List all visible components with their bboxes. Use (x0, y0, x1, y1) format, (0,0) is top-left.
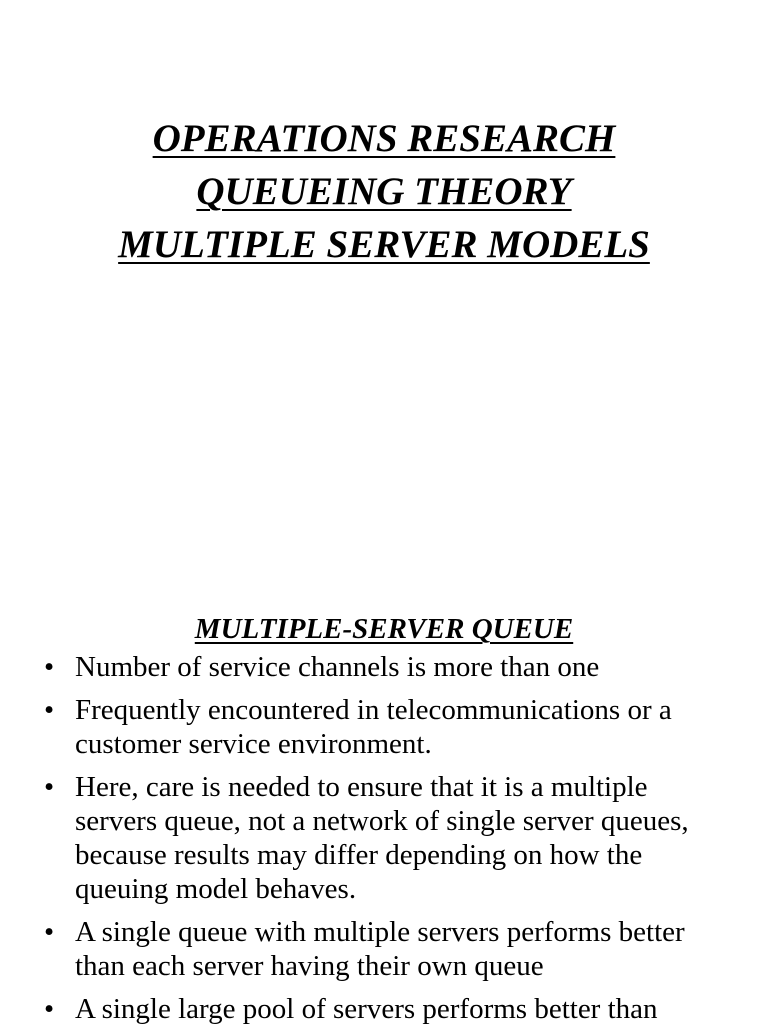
bullet-point-icon: • (44, 916, 55, 948)
bullet-item-single-queue (0, 915, 768, 983)
title-line-1: OPERATIONS RESEARCH (152, 117, 616, 160)
bullet-text: Frequently encountered in telecommunications or a customer service environment. (75, 694, 672, 760)
bullet-item-telecommunications (0, 693, 768, 761)
bullet-point-icon: • (44, 651, 55, 683)
bullet-text: Number of service channels is more than one (75, 651, 600, 683)
title-block (0, 112, 768, 271)
bullet-text: A single queue with multiple servers performs better than each server having their own queue (75, 916, 685, 982)
bullet-item-large-pool (0, 992, 768, 1026)
bullet-point-icon: • (44, 993, 55, 1025)
bullet-item-service-channels (0, 650, 768, 684)
multiple-server-queue-section (0, 610, 768, 1035)
bullet-point-icon: • (44, 694, 55, 726)
title-line-2: QUEUEING THEORY (196, 170, 572, 213)
title-line-3: MULTIPLE SERVER MODELS (118, 223, 650, 266)
bullet-text: Here, care is needed to ensure that it is a multiple servers queue, not a network of single server queues, because results may differ depending on how the queuing model behaves. (75, 771, 689, 905)
bullet-item-care-needed (0, 770, 768, 906)
bullet-text: A single large pool of servers performs better than (75, 993, 658, 1025)
bullet-point-icon: • (44, 771, 55, 803)
bullet-list (0, 650, 768, 1026)
section-heading: MULTIPLE-SERVER QUEUE (194, 613, 574, 645)
